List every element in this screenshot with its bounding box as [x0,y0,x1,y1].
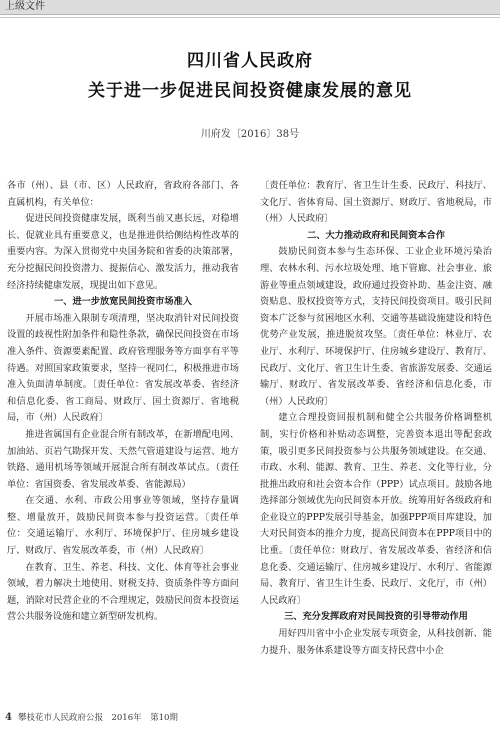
header-divider [0,17,500,18]
paragraph: 促进民间投资健康发展，既利当前又惠长远，对稳增长、促就业具有重要意义，也是推进供给侧结构性改革的重要内容。为深入贯彻党中央国务院和省委的决策部署，充分挖掘民间投资潜力、提振信心、激发活力，推动我省经济持续健康发展，现提出如下意见。 [7,213,239,291]
right-column [260,178,492,659]
paragraph: 推进省属国有企业混合所有制改革，在新增配电网、加油站、页岩气勘探开发、天然气管道建设与运营、地方铁路、通用机场等领域开展混合所有制改革试点。（责任单位：省国资委、省发展改革委、省能源局） [7,428,239,490]
section-label: 上级文件 [5,1,45,12]
page-footer [5,711,178,723]
paragraph: 鼓励民间资本参与生态环保、工业企业环境污染治理、农林水利、污水垃圾处理、地下管廊、社会事业、旅游业等重点领域建设，政府通过投资补助、基金注资、融资贴息、股权投资等方式，支持民间投资项目。吸引民间资本广泛参与贫困地区水利、交通等基础设施建设和特色优势产业发展，推进脱贫攻坚。〔责任单位：林业厅、农业厅、水利厅、环境保护厅、住房城乡建设厅、教育厅、民政厅、文化厅、省卫生计生委、省旅游发展委、交通运输厅、财政厅、省发展改革委、省经济和信息化委，市（州）人民政府〕 [260,246,492,407]
page-number: 4 [5,712,12,723]
section-heading: 一、进一步放宽民间投资市场准入 [54,296,192,308]
paragraph: 开展市场准入限制专项清理，坚决取消针对民间投资设置的歧视性附加条件和隐性条款，确保民间投资在市场准入条件、资源要素配置、政府管理服务等方面享有平等待遇。对照国家政策要求，坚持一视同仁，积极推进市场准入负面清单制度。〔责任单位：省发展改革委、省经济和信息化委、省工商局、财政厅、国土资源厅、省地税局，市（州）人民政府〕 [7,312,239,424]
document-number: 川府发〔2016〕38号 [200,129,300,140]
left-column [7,178,239,626]
document-title-line-2: 关于进一步促进民间投资健康发展的意见 [88,81,412,101]
section-heading: 三、充分发挥政府对民间投资的引导带动作用 [284,611,468,623]
publication-name: 攀枝花市人民政府公报 2016年 第10期 [17,713,178,723]
document-title-line-1: 四川省人民政府 [187,51,313,71]
paragraph: 建立合理投资回报机制和健全公共服务价格调整机制，实行价格和补贴动态调整，完善资本退出等配套政策，吸引更多民间投资参与公共服务领域建设。在交通、市政、水利、能源、教育、卫生、养老、文化等行业，分批推出政府和社会资本合作（PPP）试点项目。鼓励各地选择部分领域优先向民间资本开放。统筹用好各级政府和企业设立的PPP发展引导基金，加强PPP项目库建设，加大对民间资本的推介力度，提高民间资本在PPP项目中的比重。〔责任单位：财政厅、省发展改革委、省经济和信息化委、交通运输厅、住房城乡建设厅、水利厅、省能源局、教育厅、省卫生计生委、民政厅、文化厅，市（州）人民政府〕 [260,412,492,606]
section-header-bar [0,0,500,15]
paragraph: 在教育、卫生、养老、科技、文化、体育等社会事业领域，着力解决土地使用、财税支持、资质条件等方面问题，消除对民营企业的不合理规定，鼓励民间资本投资运营公共服务设施和建立新型研发机构。 [7,561,239,623]
section-heading: 二、大力推动政府和民间资本合作 [307,229,445,241]
paragraph: 在交通、水利、市政公用事业等领域，坚持存量调整、增量放开，鼓励民间资本参与投资运营。〔责任单位：交通运输厅、水利厅、环境保护厅、住房城乡建设厅、财政厅、省发展改革委，市（州）人民政府〕 [7,495,239,557]
paragraph: 用好四川省中小企业发展专项资金，从科技创新、能力提升、服务体系建设等方面支持民营中小企 [260,628,492,656]
paragraph: 〔责任单位：教育厅、省卫生计生委、民政厅、科技厅、文化厅、省体育局、国土资源厅、财政厅、省地税局，市（州）人民政府〕 [260,180,492,225]
paragraph: 各市（州）、县（市、区）人民政府，省政府各部门、各直属机构，有关单位： [7,180,239,208]
